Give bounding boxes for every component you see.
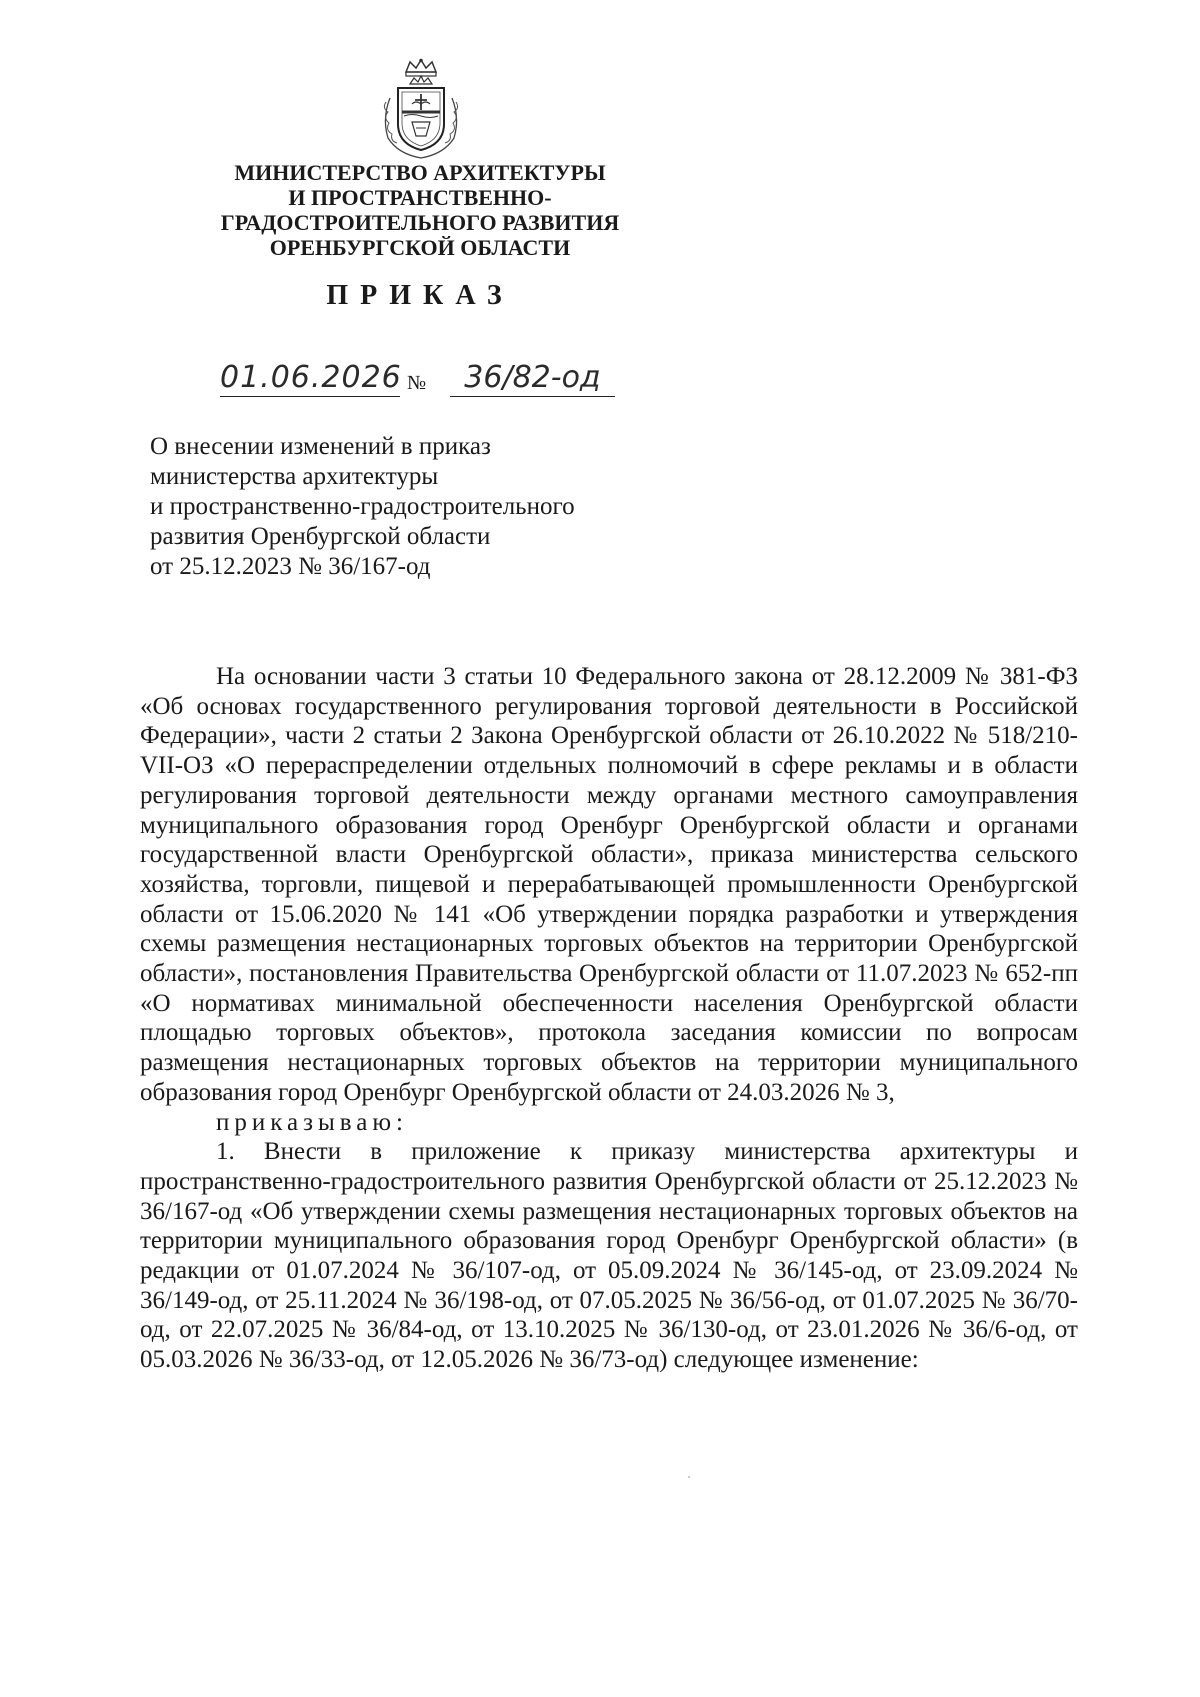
subject-line-3: и пространственно-градостроительного: [150, 493, 575, 520]
order-word: приказываю:: [216, 1108, 408, 1136]
subject-line-5: от 25.12.2023 № 36/167-од: [150, 553, 431, 580]
order-number: 36/82-од: [450, 360, 615, 397]
ministry-line-4: ОРЕНБУРГСКОЙ ОБЛАСТИ: [269, 235, 571, 260]
order-body: [140, 662, 1078, 1375]
order-date: 01.06.2026: [220, 360, 402, 395]
date-number-line: [210, 360, 650, 400]
number-sign: №: [407, 372, 427, 394]
ministry-line-2: И ПРОСТРАНСТВЕННО-: [288, 185, 552, 210]
coat-of-arms-icon: [376, 58, 466, 160]
order-item-1: 1. Внести в приложение к приказу министерства архитектуры и пространственно-градостроительного развития Оренбургской области от 25.12.2023 № 36/167-од «Об утверждении схемы размещения нестационарных торговых объектов на территории муниципального образования город Оренбург Оренбургской области» (в редакции от 01.07.2024 № 36/107-од, от 05.09.2024 № 36/145-од, от 23.09.2024 № 36/149-од, от 25.11.2024 № 36/198-од, от 07.05.2025 № 36/56-од, от 01.07.2025 № 36/70-од, от 22.07.2025 № 36/84-од, от 13.10.2025 № 36/130-од, от 23.01.2026 № 36/6-од, от 05.03.2026 № 36/33-од, от 12.05.2026 № 36/73-од) следующее изменение:: [140, 1138, 1078, 1374]
document-type-heading: ПРИКАЗ: [326, 280, 514, 311]
ministry-line-1: МИНИСТЕРСТВО АРХИТЕКТУРЫ: [234, 160, 606, 185]
ministry-line-3: ГРАДОСТРОИТЕЛЬНОГО РАЗВИТИЯ: [220, 210, 620, 235]
scan-speck: [688, 1476, 690, 1478]
subject-line-4: развития Оренбургской области: [150, 523, 491, 550]
order-subject: [150, 432, 670, 582]
ministry-name: [150, 160, 690, 260]
subject-line-1: О внесении изменений в приказ: [150, 433, 491, 460]
subject-line-2: министерства архитектуры: [150, 463, 439, 490]
preamble-paragraph: На основании части 3 статьи 10 Федерального закона от 28.12.2009 № 381-ФЗ «Об основах государственного регулирования торговой деятельности в Российской Федерации», части 2 статьи 2 Закона Оренбургской области от 26.10.2022 № 518/210-VII-ОЗ «О перераспределении отдельных полномочий в сфере рекламы и в области регулирования торговой деятельности между органами местного самоуправления муниципального образования город Оренбург Оренбургской области и органами государственной власти Оренбургской области», приказа министерства сельского хозяйства, торговли, пищевой и перерабатывающей промышленности Оренбургской области от 15.06.2020 № 141 «Об утверждении порядка разработки и утверждения схемы размещения нестационарных торговых объектов на территории Оренбургской области», постановления Правительства Оренбургской области от 11.07.2023 № 652-пп «О нормативах минимальной обеспеченности населения Оренбургской области площадью торговых объектов», протокола заседания комиссии по вопросам размещения нестационарных торговых объектов на территории муниципального образования город Оренбург Оренбургской области от 24.03.2026 № 3,: [140, 663, 1078, 1106]
